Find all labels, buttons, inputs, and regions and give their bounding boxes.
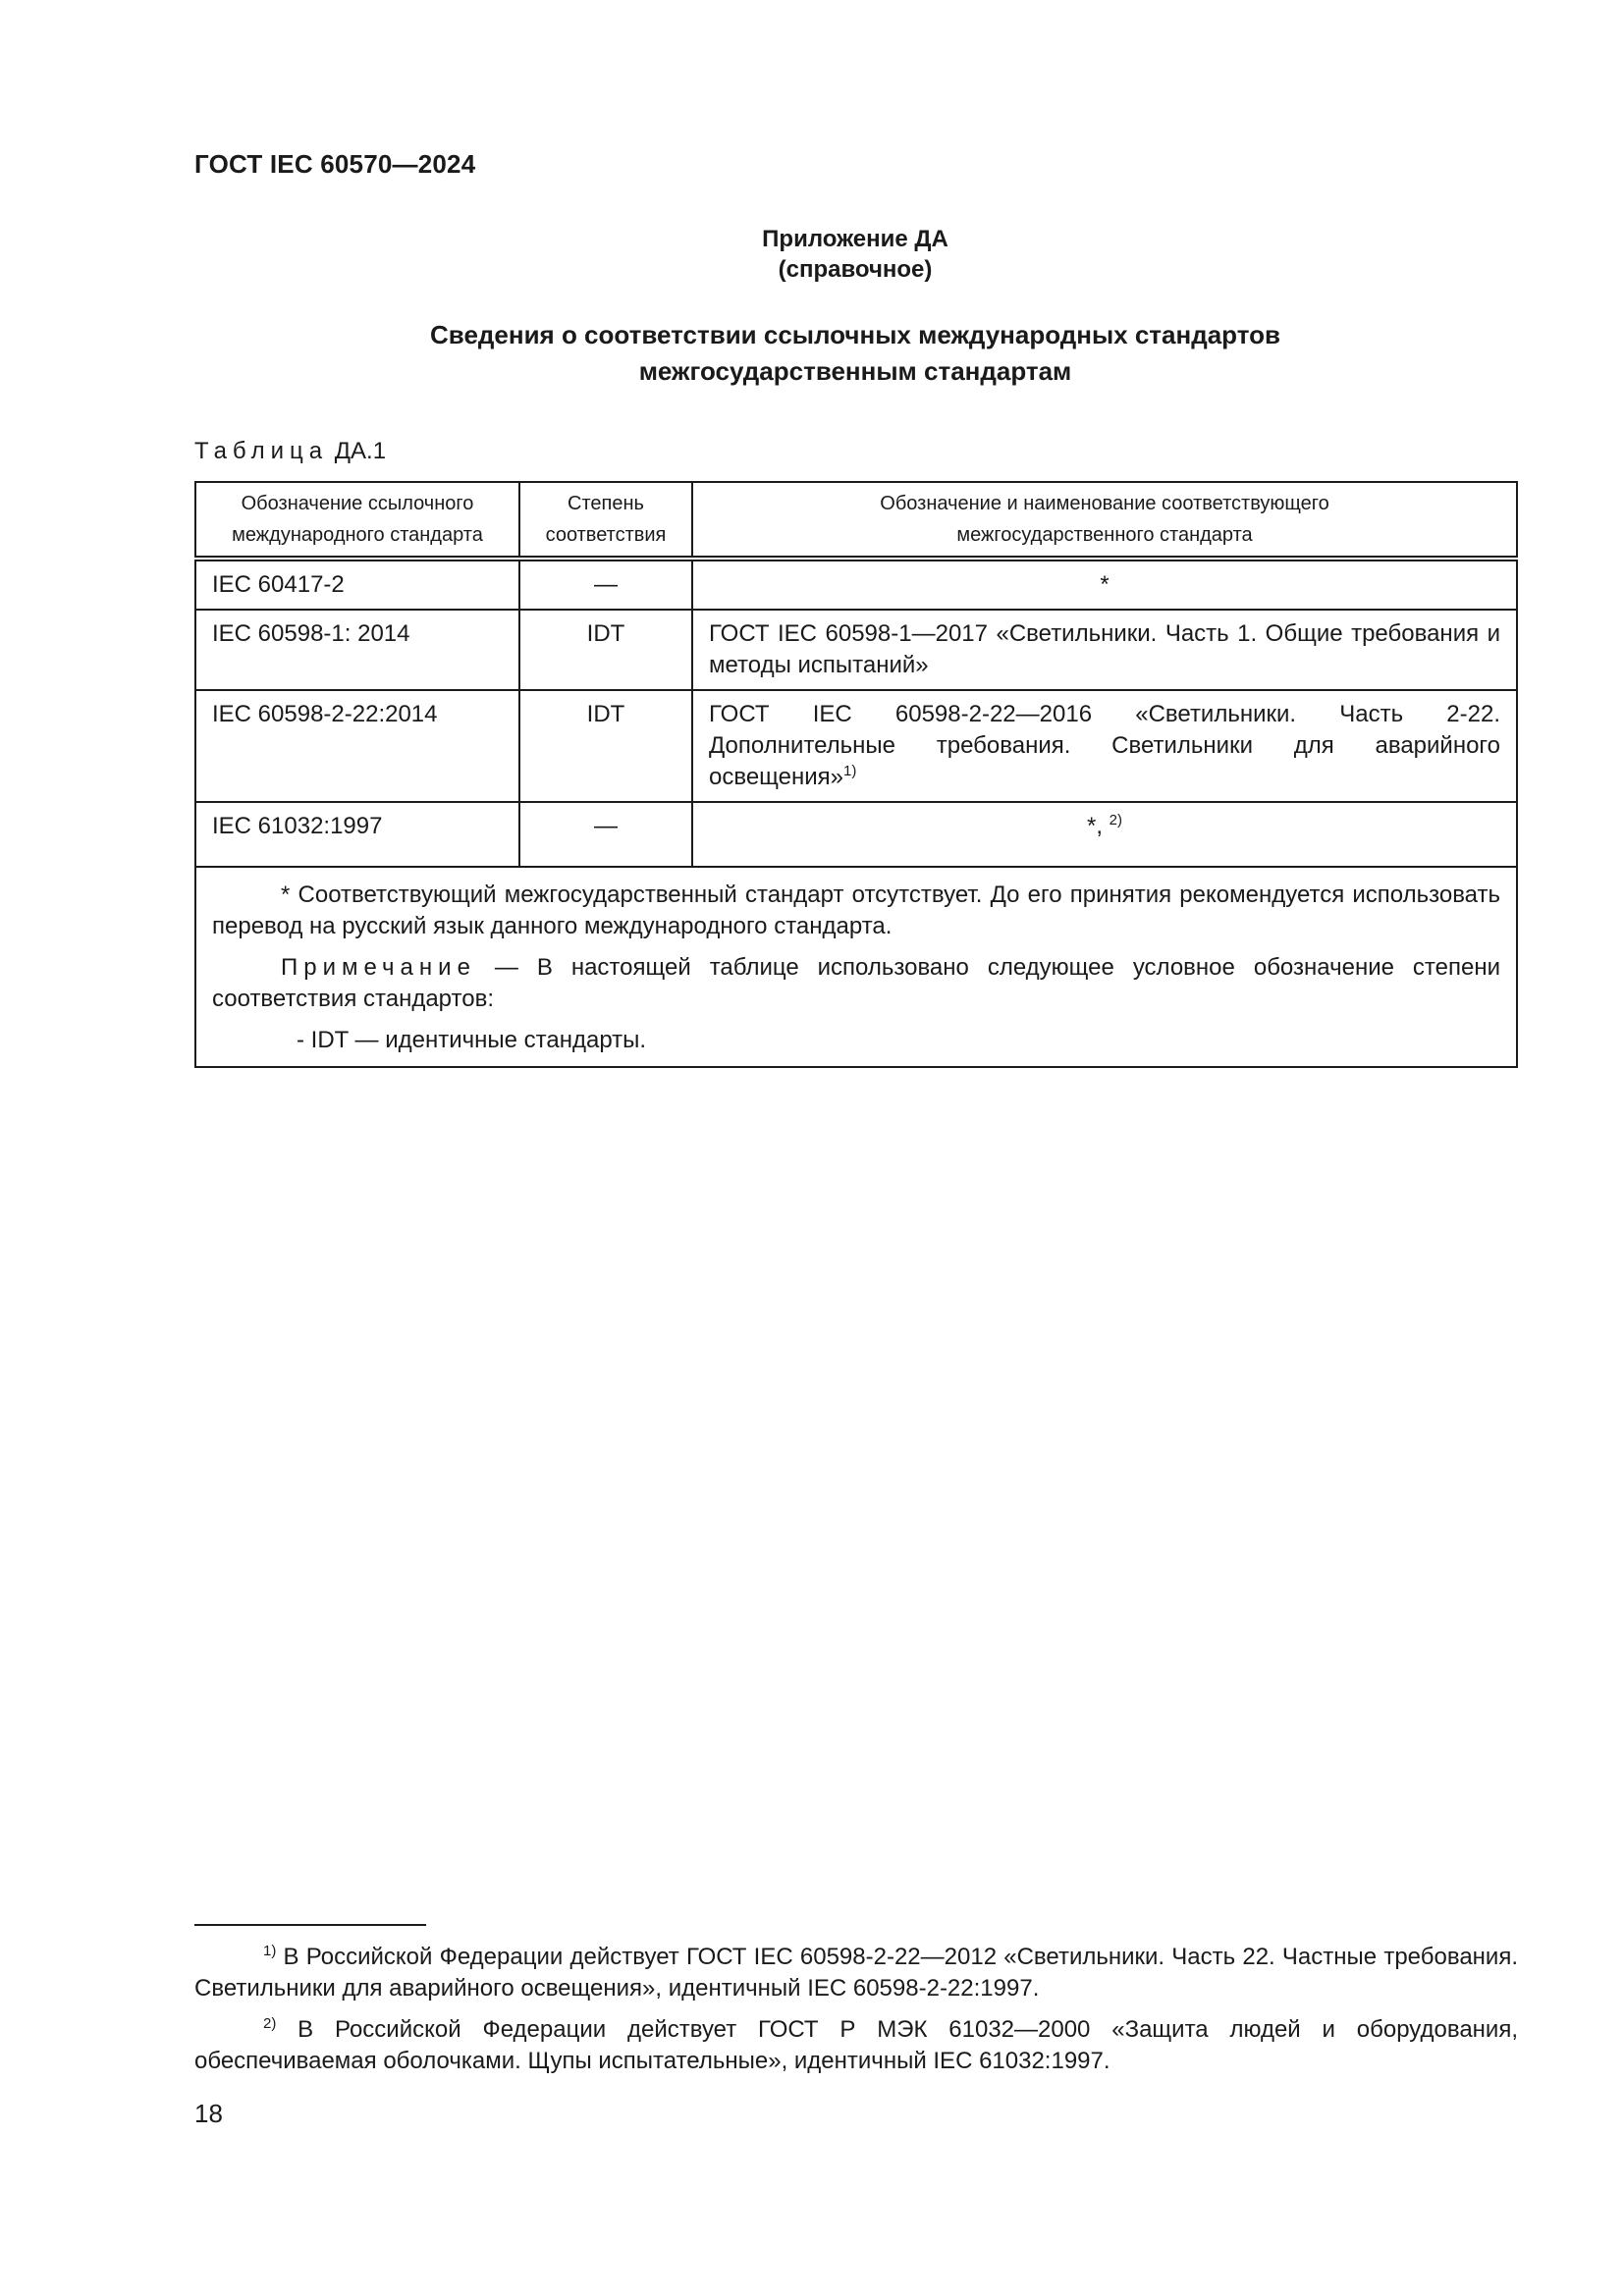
table-row [195,559,1517,610]
cell-ref: IEC 60417-2 [195,559,519,610]
footnote-mark-2: 2) [263,2015,277,2032]
table-row [195,610,1517,690]
cell-national [692,802,1517,867]
table-row [195,802,1517,867]
note-word: Примечание [281,954,476,981]
section-title-line-1: Сведения о соответствии ссылочных международных стандартов [430,320,1280,349]
cell-degree: IDT [519,610,692,690]
cell-ref: IEC 60598-1: 2014 [195,610,519,690]
cell-degree: — [519,559,692,610]
footnote-2 [194,2014,1518,2077]
national-text: *, [1086,813,1103,839]
table-row [195,690,1517,802]
table-note [212,952,1500,1015]
cell-ref: IEC 61032:1997 [195,802,519,867]
table-notes-row [195,867,1517,1067]
section-title-line-2: межгосударственным стандартам [638,356,1072,386]
cell-national: * [692,559,1517,610]
section-title [194,317,1516,390]
footnote-separator [194,1924,426,1926]
table-label [194,438,386,465]
table-notes [195,867,1517,1067]
cell-degree: — [519,802,692,867]
appendix-heading [194,224,1516,285]
footnote-ref-1[interactable]: 1) [843,763,857,779]
footnote-1 [194,1942,1518,2004]
table-label-number: ДА.1 [334,438,387,464]
footnote-text-1: В Российской Федерации действует ГОСТ IEC 60598-2-22—2012 «Светильники. Часть 22. Частные требования. Светильники для аварийного освещения», идентичный IEC 60598-2-22:1997. [194,1944,1518,2002]
footnote-ref-2[interactable]: 2) [1109,812,1123,828]
cell-degree: IDT [519,690,692,802]
appendix-subtitle: (справочное) [778,256,933,283]
table-label-word: Таблица [194,438,329,464]
footnote-text-2: В Российской Федерации действует ГОСТ Р МЭК 61032—2000 «Защита людей и оборудования, обеспечиваемая оболочками. Щупы испытательные», идентичный IEC 61032:1997. [194,2016,1518,2074]
header-degree: Степень соответствия [519,482,692,559]
footnotes [194,1942,1518,2087]
asterisk-note: * Соответствующий межгосударственный стандарт отсутствует. До его принятия рекомендуется использовать перевод на русский язык данного международного стандарта. [212,881,1500,939]
page-number: 18 [194,2099,223,2128]
note-text: — В настоящей таблице использовано следующее условное обозначение степени соответствия стандартов: [212,954,1500,1012]
table-header-row [195,482,1517,559]
header-national-standard: Обозначение и наименование соответствующего межгосударственного стандарта [692,482,1517,559]
header-ref-standard: Обозначение ссылочного международного стандарта [195,482,519,559]
document-code: ГОСТ IEC 60570—2024 [194,149,476,179]
national-text: ГОСТ IEC 60598-2-22—2016 «Светильники. Часть 2-22. Дополнительные требования. Светильники для аварийного освещения» [709,701,1500,790]
cell-national [692,690,1517,802]
footnote-mark-1: 1) [263,1943,277,1959]
correspondence-table [194,481,1518,1068]
note-list-item: - IDT — идентичные стандарты. [297,1027,647,1053]
appendix-title: Приложение ДА [762,226,948,252]
cell-ref: IEC 60598-2-22:2014 [195,690,519,802]
cell-national: ГОСТ IEC 60598-1—2017 «Светильники. Часть 1. Общие требования и методы испытаний» [692,610,1517,690]
